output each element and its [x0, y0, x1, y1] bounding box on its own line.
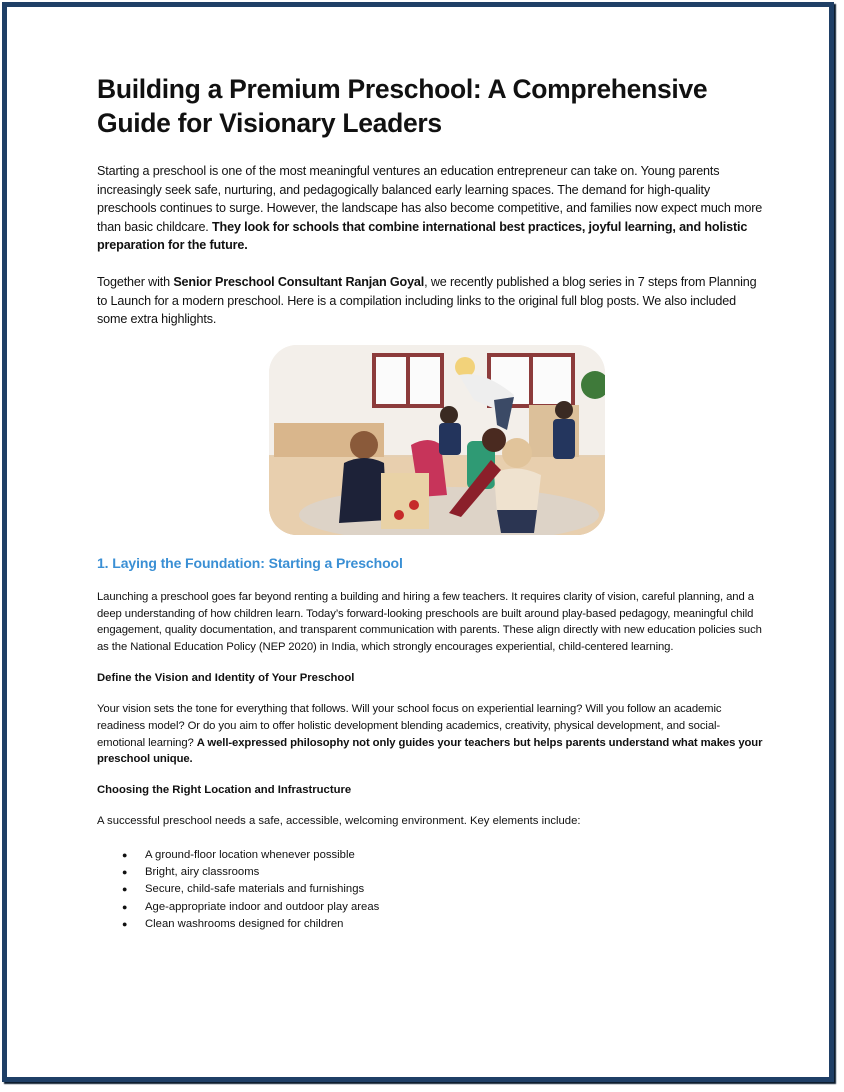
section-body: Launching a preschool goes far beyond renting a building and hiring a few teachers. It requires clarity of vision, careful planning, and a deep understanding of how children learn. Today’s forward-looking preschools are built around play-based pedagogy, meaningful child engagement, quality documentation, and transparent communication with parents. These align directly with new education policies such as the National Education Policy (NEP 2020) in India, which strongly encourages experiential, child-centered learning. [97, 590, 762, 654]
location-paragraph: A successful preschool needs a safe, accessible, welcoming environment. Key elements include: [97, 815, 581, 828]
key-elements-list [97, 847, 763, 933]
vision-subheading: Define the Vision and Identity of Your Preschool [97, 671, 355, 684]
list-item [97, 916, 763, 933]
document-page [97, 72, 763, 933]
list-item [97, 881, 763, 898]
intro-text: Starting a preschool is one of the most meaningful ventures an education entrepreneur can take on. Young parents increasingly seek safe, nurturing, and pedagogically balanced early learning spaces. The demand for high-quality preschools continues to surge. However, the landscape has also become competitive, and families now expect much more than basic childcare. [97, 164, 763, 234]
bullet-icon: ● [122, 849, 128, 860]
bullet-icon: ● [122, 918, 128, 929]
vision-bold: A well-expressed philosophy not only guides your teachers but helps parents understand what makes your preschool unique. [97, 736, 763, 766]
list-item-text: Clean washrooms designed for children [145, 917, 344, 930]
bullet-icon: ● [122, 901, 128, 912]
vision-text: Your vision sets the tone for everything that follows. Will your school focus on experiential learning? Will you follow an academic readiness model? Or do you aim to offer holistic development blending academics, creativity, physical development, and social-emotional learning? [97, 702, 722, 749]
together-pre: Together with [97, 274, 174, 289]
list-item-text: A ground-floor location whenever possible [145, 848, 355, 861]
list-item [97, 864, 763, 881]
section-heading: 1. Laying the Foundation: Starting a Preschool [97, 554, 403, 571]
bullet-icon: ● [122, 884, 128, 895]
classroom-illustration [269, 345, 605, 535]
vision-paragraph [97, 701, 763, 768]
hero-image-wrapper [97, 345, 763, 535]
list-item [97, 847, 763, 864]
list-item [97, 899, 763, 916]
list-item-text: Secure, child-safe materials and furnishings [145, 883, 365, 896]
hero-image [269, 345, 605, 535]
intro-paragraph [97, 162, 763, 255]
together-post: , we recently published a blog series in 7 steps from Planning to Launch for a modern preschool. Here is a compilation including links to the original full blog posts. We also included some extra highlights. [97, 274, 757, 327]
document-title: Building a Premium Preschool: A Comprehensive Guide for Visionary Leaders [97, 74, 708, 138]
together-paragraph [97, 273, 763, 329]
intro-bold: They look for schools that combine international best practices, joyful learning, and holistic preparation for the future. [97, 219, 748, 253]
list-item-text: Bright, airy classrooms [145, 866, 260, 879]
consultant-name: Senior Preschool Consultant Ranjan Goyal [173, 274, 425, 289]
bullet-icon: ● [122, 867, 128, 878]
location-subheading: Choosing the Right Location and Infrastructure [97, 784, 352, 797]
list-item-text: Age-appropriate indoor and outdoor play areas [145, 900, 380, 913]
